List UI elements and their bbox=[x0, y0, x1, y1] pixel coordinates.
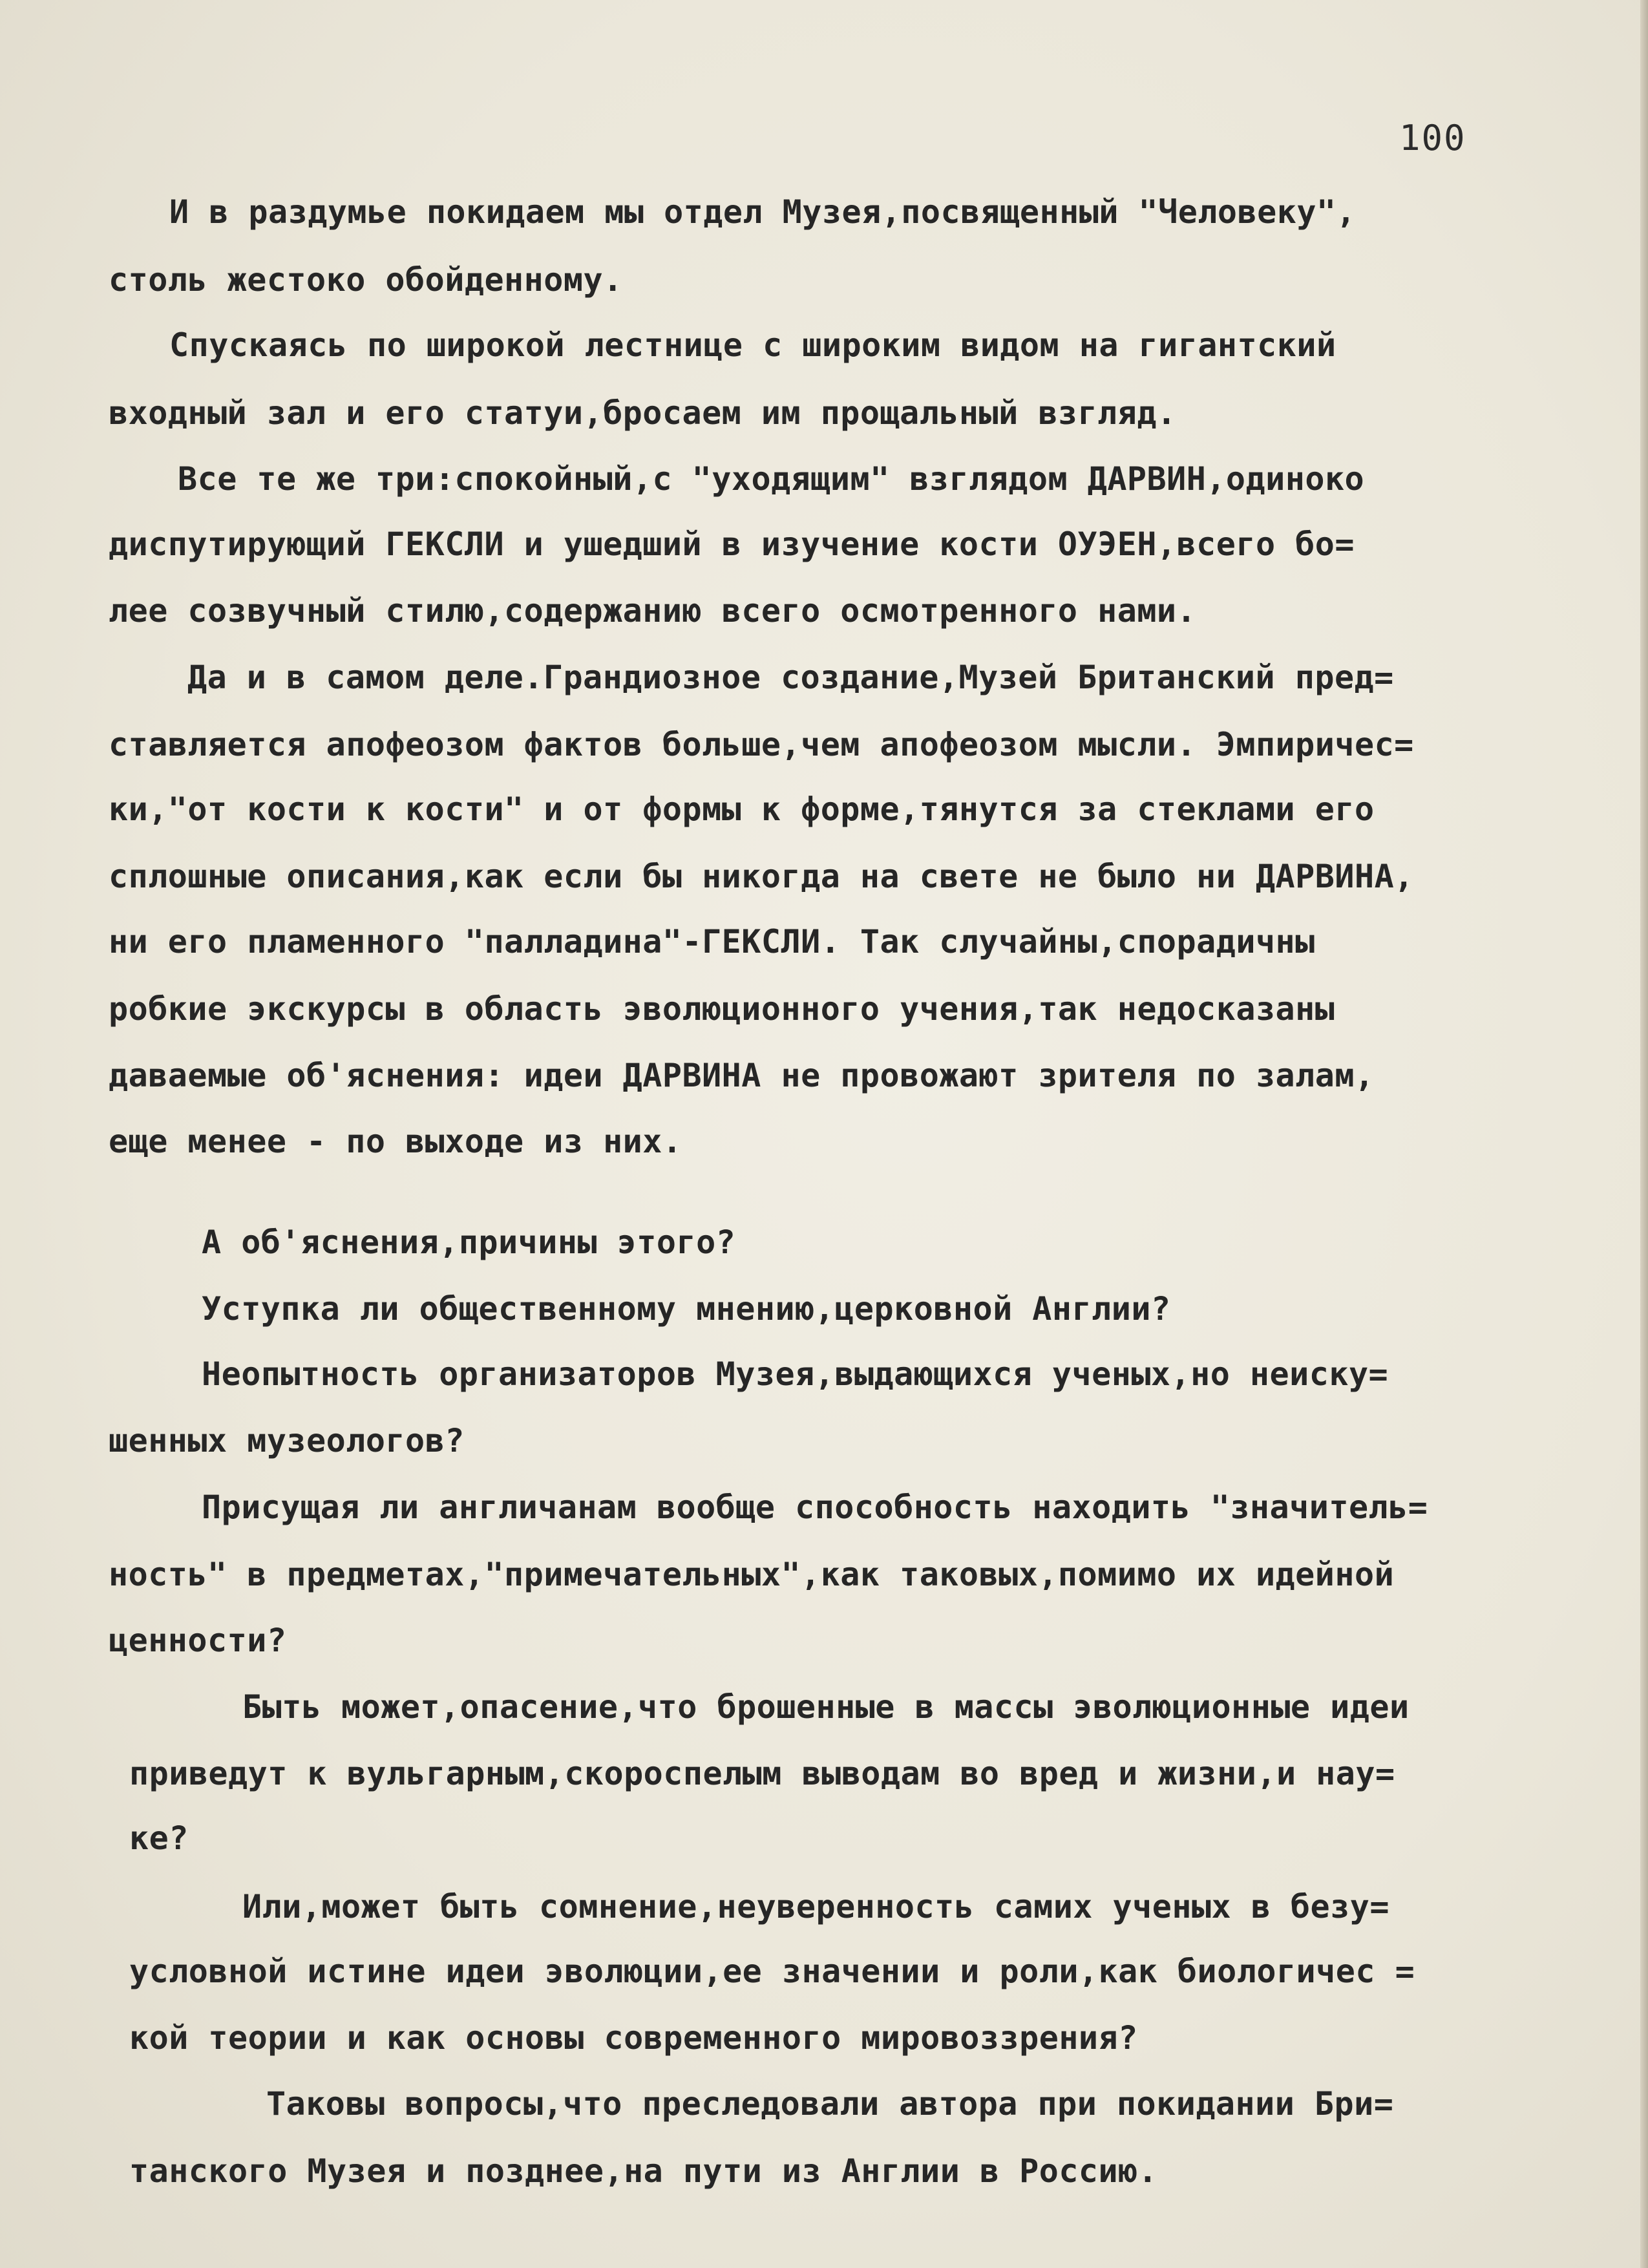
text-line: ценности? bbox=[109, 1622, 287, 1659]
text-line: Присущая ли англичанам вообще способность находить "значитель= bbox=[202, 1489, 1428, 1526]
text-line: даваемые об'яснения: идеи ДАРВИНА не провожают зрителя по залам, bbox=[109, 1057, 1375, 1094]
text-line: кой теории и как основы современного мировоззрения? bbox=[129, 2019, 1138, 2057]
text-line: Неопытность организаторов Музея,выдающихся ученых,но неиску= bbox=[202, 1355, 1389, 1393]
text-line: сплошные описания,как если бы никогда на свете не было ни ДАРВИНА, bbox=[109, 858, 1414, 895]
text-line: приведут к вульгарным,скороспелым выводам во вред и жизни,и нау= bbox=[129, 1755, 1395, 1792]
text-line: лее созвучный стилю,содержанию всего осмотренного нами. bbox=[109, 592, 1197, 630]
page-number: 100 bbox=[1399, 118, 1466, 158]
text-line: Спускаясь по широкой лестнице с широким видом на гигантский bbox=[169, 326, 1336, 364]
text-line: робкие экскурсы в область эволюционного учения,так недосказаны bbox=[109, 990, 1335, 1028]
paper-edge bbox=[1640, 0, 1648, 2268]
text-line: Да и в самом деле.Грандиозное создание,Музей Британский пред= bbox=[187, 659, 1394, 696]
text-line: ке? bbox=[129, 1819, 189, 1857]
text-line: Быть может,опасение,что брошенные в массы эволюционные идеи bbox=[242, 1688, 1410, 1726]
text-line: столь жестоко обойденному. bbox=[109, 261, 623, 299]
text-line: условной истине идеи эволюции,ее значении и роли,как биологичес = bbox=[129, 1953, 1415, 1990]
text-line: ни его пламенного "палладина"-ГЕКСЛИ. Так случайны,спорадичны bbox=[109, 923, 1315, 960]
text-line: диспутирующий ГЕКСЛИ и ушедший в изучение кости ОУЭЕН,всего бо= bbox=[109, 525, 1355, 563]
text-line: Уступка ли общественному мнению,церковной Англии? bbox=[202, 1290, 1171, 1328]
text-line: входный зал и его статуи,бросаем им прощальный взгляд. bbox=[109, 394, 1177, 432]
text-line: Все те же три:спокойный,с "уходящим" взглядом ДАРВИН,одиноко bbox=[178, 460, 1365, 498]
text-line: шенных музеологов? bbox=[109, 1422, 465, 1459]
text-line: Таковы вопросы,что преследовали автора при покидании Бри= bbox=[266, 2085, 1394, 2123]
text-line: ставляется апофеозом фактов больше,чем апофеозом мысли. Эмпиричес= bbox=[109, 726, 1414, 763]
text-line: ки,"от кости к кости" и от формы к форме,тянутся за стеклами его bbox=[109, 790, 1375, 828]
text-line: ность" в предметах,"примечательных",как таковых,помимо их идейной bbox=[109, 1556, 1395, 1593]
text-line: А об'яснения,причины этого? bbox=[202, 1224, 736, 1261]
text-line: Или,может быть сомнение,неуверенность самих ученых в безу= bbox=[242, 1888, 1389, 1925]
text-line: И в раздумье покидаем мы отдел Музея,посвященный "Человеку", bbox=[169, 193, 1357, 231]
text-line: еще менее - по выходе из них. bbox=[109, 1123, 682, 1160]
text-line: танского Музея и позднее,на пути из Англии в Россию. bbox=[129, 2152, 1158, 2190]
